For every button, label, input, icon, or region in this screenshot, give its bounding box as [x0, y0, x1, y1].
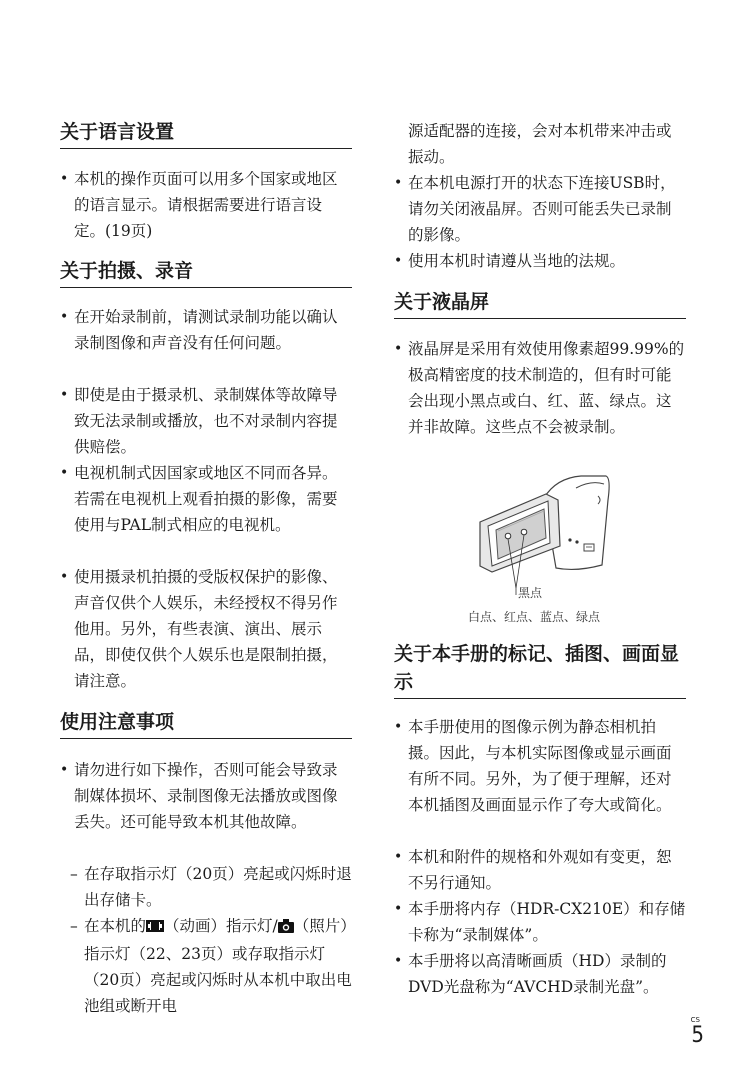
heading-shooting-recording: 关于拍摄、录音 — [60, 257, 352, 288]
bullet-manual-1: • 本手册使用的图像示例为静态相机拍摄。因此，与本机实际图像或显示画面有所不同。另外，为了便于理解，还对本机插图及画面显示作了夸大或简化。 — [394, 714, 686, 818]
bullet-shooting-2: • 即使是由于摄录机、录制媒体等故障导致无法录制或播放，也不对录制内容提供赔偿。 — [60, 382, 352, 460]
dash-item-remove-battery — [70, 913, 352, 1019]
lcd-illustration — [466, 470, 636, 625]
bullet-manual-3: • 本手册将内存（HDR-CX210E）和存储卡称为“录制媒体”。 — [394, 896, 686, 948]
dash-item-eject-card: – 在存取指示灯（20页）亮起或闪烁时退出存储卡。 — [70, 861, 352, 913]
bullet-language-1: • 本机的操作页面可以用多个国家或地区的语言显示。请根据需要进行语言设定。(19页) — [60, 166, 352, 244]
bullet-shooting-1: • 在开始录制前，请测试录制功能以确认录制图像和声音没有任何问题。 — [60, 304, 352, 356]
page-number: 5 — [691, 1023, 704, 1048]
bullet-manual-4: • 本手册将以高清晰画质（HD）录制的DVD光盘称为“AVCHD录制光盘”。 — [394, 948, 686, 1000]
dash-text-a: 在本机的 — [84, 917, 147, 935]
bullet-lcd-1: • 液晶屏是采用有效使用像素超99.99%的极高精密度的技术制造的，但有时可能会出现小黑点或白、红、蓝、绿点。这并非故障。这些点不会被录制。 — [394, 336, 686, 440]
bullet-manual-2: • 本机和附件的规格和外观如有变更，恕不另行通知。 — [394, 844, 686, 896]
bullet-continued-adapter: 源适配器的连接，会对本机带来冲击或振动。 — [408, 122, 672, 166]
heading-usage-cautions: 使用注意事项 — [60, 708, 352, 739]
dash-text-b: （动画）指示灯/ — [164, 917, 278, 935]
camcorder-lcd-drawing — [466, 470, 636, 600]
label-black-dots: 黑点 — [518, 586, 543, 600]
bullet-shooting-3: • 电视机制式因国家或地区不同而各异。若需在电视机上观看拍摄的影像，需要使用与PAL制式相应的电视机。 — [60, 460, 352, 538]
movie-film-icon — [146, 915, 164, 941]
camera-icon — [278, 915, 294, 941]
page-language-code: CS — [690, 1016, 700, 1024]
heading-lcd-screen: 关于液晶屏 — [394, 288, 686, 319]
bullet-caution-1: • 请勿进行如下操作，否则可能会导致录制媒体损坏、录制图像无法播放或图像丢失。还可能导致本机其他故障。 — [60, 757, 352, 835]
bullet-caution-law: • 使用本机时请遵从当地的法规。 — [394, 248, 686, 274]
heading-language-settings: 关于语言设置 — [60, 118, 352, 149]
heading-manual-notation: 关于本手册的标记、插图、画面显示 — [394, 640, 686, 699]
dash-text-c: （照片）指示灯（22、23页）或存取指示灯（20页）亮起或闪烁时从本机中取出电池组或断开电 — [84, 917, 352, 1015]
bullet-shooting-4: • 使用摄录机拍摄的受版权保护的影像、声音仅供个人娱乐，未经授权不得另作他用。另外，有些表演、演出、展示品，即使仅供个人娱乐也是限制拍摄，请注意。 — [60, 564, 352, 694]
bullet-caution-usb: • 在本机电源打开的状态下连接USB时，请勿关闭液晶屏。否则可能丢失已录制的影像。 — [394, 170, 686, 248]
label-color-dots: 白点、红点、蓝点、绿点 — [468, 610, 601, 624]
